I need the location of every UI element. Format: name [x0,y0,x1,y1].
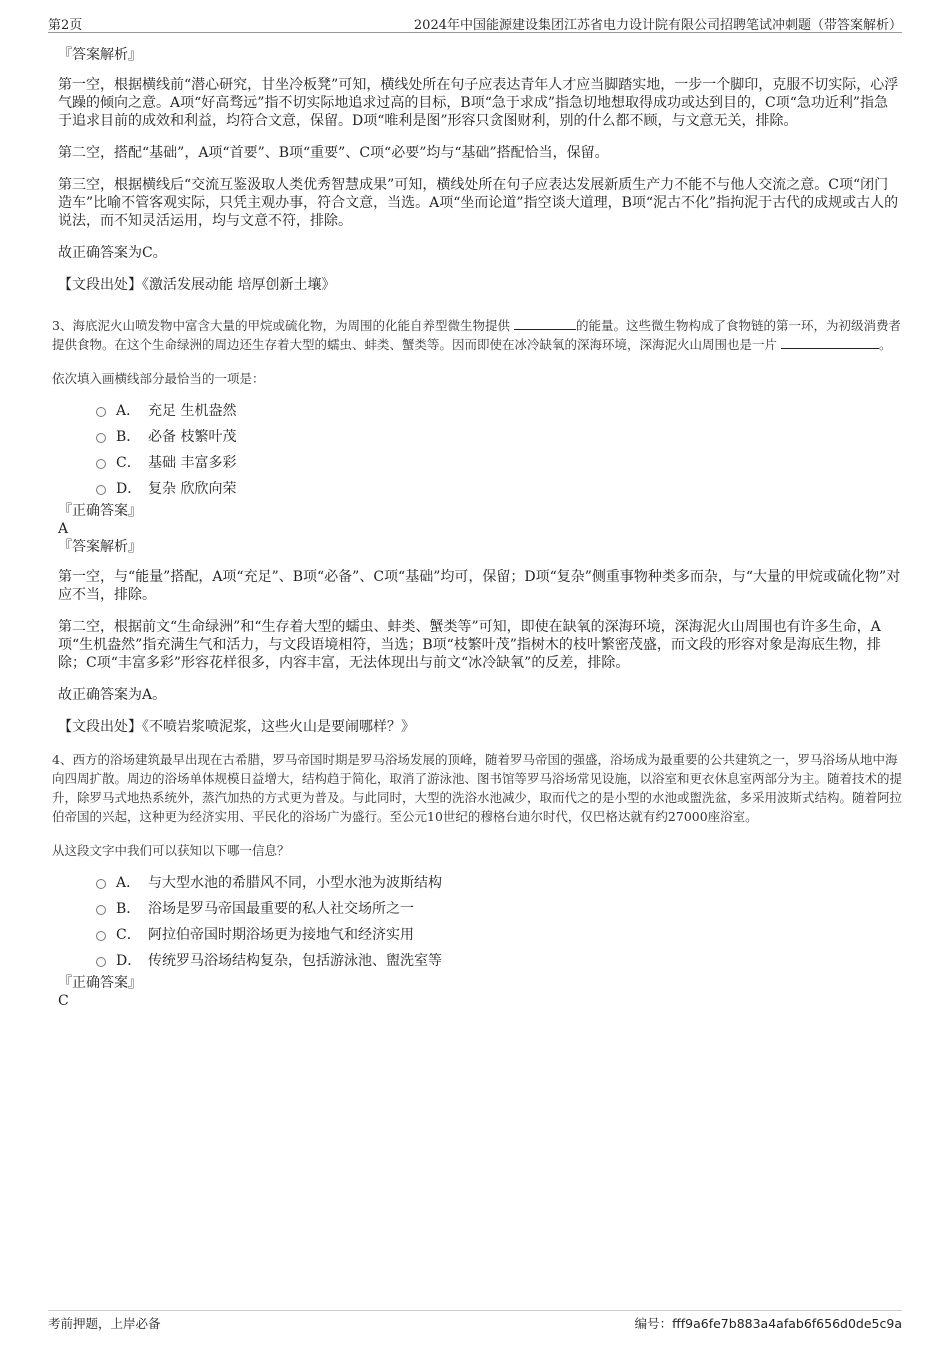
radio-icon[interactable] [96,905,106,915]
correct-answer-label: 『正确答案』 [58,975,142,991]
q3-answer: A [58,521,69,537]
q3-prompt: 依次填入画横线部分最恰当的一项是： [52,371,265,386]
q4-prompt: 从这段文字中我们可以获知以下哪一信息？ [52,843,290,858]
page-header [48,12,902,33]
q3-blank-1 [514,316,576,330]
q4-option-b[interactable]: B． 浴场是罗马帝国最重要的私人社交场所之一 [96,896,902,922]
radio-icon[interactable] [96,407,106,417]
q3-option-a[interactable]: A． 充足 生机盎然 [96,398,902,424]
q2-analysis-p1: 第一空，根据横线前“潜心研究，甘坐冷板凳”可知，横线处所在句子应表达青年人才应当脚踏实地，一步一个脚印，克服不切实际，心浮气躁的倾向之意。A项“好高骛远”指不切实际地追求过高的目标，B项“急于求成”指急切地想取得成功或达到目的，C项“急功近利”指急于追求目前的成效和利益，均符合文意，保留。D项“唯利是图”形容只贪图财利，别的什么都不顾，与文意无关，排除。 [58,77,899,129]
q4-stem: 4、西方的浴场建筑最早出现在古希腊，罗马帝国时期是罗马浴场发展的顶峰，随着罗马帝国的强盛，浴场成为最重要的公共建筑之一，罗马浴场从地中海向四周扩散。周边的浴场单体规模日益增大，结构趋于简化，取消了游泳池、图书馆等罗马浴场常见设施，以浴室和更衣休息室两部分为主。随着技术的提升，除罗马式地热系统外，蒸汽加热的方式更为普及。与此同时，大型的洗浴水池减少，取而代之的是小型的水池或盥洗盆，多采用波斯式结构。随着阿拉伯帝国的兴起，这种更为经济实用、平民化的浴场广为盛行。至公元10世纪的穆格台迪尔时代，仅巴格达就有约27000座浴室。 [52,752,903,824]
page-footer [48,1310,902,1331]
q3-stem: 3、海底泥火山喷发物中富含大量的甲烷或硫化物，为周围的化能自养型微生物提供 的能量。这些微生物构成了食物链的第一环，为初级消费者提供食物。在这个生命绿洲的周边还生存着大型的蠕虫、蚌类、蟹类等。因而即使在冰冷缺氧的深海环境，深海泥火山周围也是一片 。 [52,318,901,352]
analysis-label: 『答案解析』 [58,47,142,63]
footer-slogan: 考前押题，上岸必备 [48,1316,161,1331]
q3-blank-2 [781,335,879,349]
correct-answer-label: 『正确答案』 [58,503,142,519]
q2-analysis-p2: 第二空，搭配“基础”，A项“首要”、B项“重要”、C项“必要”均与“基础”搭配恰当，保留。 [58,145,609,161]
q3-option-d[interactable]: D． 复杂 欣欣向荣 [96,476,902,502]
q4-option-d[interactable]: D． 传统罗马浴场结构复杂，包括游泳池、盥洗室等 [96,948,902,974]
q3-conclusion: 故正确答案为A。 [58,687,167,703]
source-title: 《不喷岩浆喷泥浆，这些火山是要闹哪样？》 [142,719,415,735]
analysis-label: 『答案解析』 [58,539,142,555]
q4-answer: C [58,993,69,1009]
q3-options [96,398,902,502]
q3-option-b[interactable]: B． 必备 枝繁叶茂 [96,424,902,450]
document-code: 编号：fff9a6fe7b883a4afab6f656d0de5c9a [634,1316,902,1331]
q4-option-a[interactable]: A． 与大型水池的希腊风不同，小型水池为波斯结构 [96,870,902,896]
q3-analysis-p2: 第二空，根据前文“生命绿洲”和“生存着大型的蠕虫、蚌类、蟹类等”可知，即使在缺氧的深海环境，深海泥火山周围也有许多生命，A项“生机盎然”指充满生气和活力，与文段语境相符，当选；B项“枝繁叶茂”指树木的枝叶繁密茂盛，而文段的形容对象是海底生物，排除；C项“丰富多彩”形容花样很多，内容丰富，无法体现出与前文“冰冷缺氧”的反差，排除。 [58,619,881,671]
radio-icon[interactable] [96,879,106,889]
page-number: 第2页 [48,18,83,33]
q4-option-c[interactable]: C． 阿拉伯帝国时期浴场更为接地气和经济实用 [96,922,902,948]
q2-conclusion: 故正确答案为C。 [58,245,167,261]
q4-options [96,870,902,974]
source-prefix: 【文段出处】 [58,719,142,735]
radio-icon[interactable] [96,931,106,941]
radio-icon[interactable] [96,485,106,495]
source-title: 《激活发展动能 培厚创新土壤》 [142,277,336,293]
q3-analysis-p1: 第一空，与“能量”搭配，A项“充足”、B项“必备”、C项“基础”均可，保留；D项“复杂”侧重事物种类多而杂，与“大量的甲烷或硫化物”对应不当，排除。 [58,569,901,603]
q2-source [58,276,902,294]
q3-source [58,718,902,736]
radio-icon[interactable] [96,459,106,469]
radio-icon[interactable] [96,433,106,443]
q2-analysis-p3: 第三空，根据横线后“交流互鉴汲取人类优秀智慧成果”可知，横线处所在句子应表达发展新质生产力不能不与他人交流之意。C项“闭门造车”比喻不管客观实际，只凭主观办事，符合文意，当选。A项“坐而论道”指空谈大道理，B项“泥古不化”指拘泥于古代的成规或古人的说法，而不知灵活运用，均与文意不符，排除。 [58,177,899,229]
document-title: 2024年中国能源建设集团江苏省电力设计院有限公司招聘笔试冲刺题（带答案解析） [413,18,902,33]
source-prefix: 【文段出处】 [58,277,142,293]
main-content [52,46,903,1010]
q3-option-c[interactable]: C． 基础 丰富多彩 [96,450,902,476]
radio-icon[interactable] [96,957,106,967]
